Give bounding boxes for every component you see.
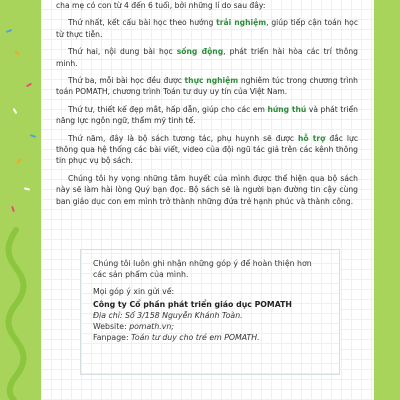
paragraph-3: Thứ ba, mỗi bài học đều được thực nghiệm nghiêm túc trong chương trình toán POMATH, chương trình Toán tư duy uy tín của Việt Nam. — [56, 76, 358, 97]
paragraph-1: Thứ nhất, kết cấu bài học theo hướng trải nghiệm, giúp tiếp cận toán học từ thực tiễn. — [56, 18, 358, 39]
fanpage-line: Fanpage: Toán tư duy cho trẻ em POMATH. — [93, 333, 260, 342]
website-line: Website: pomath.vn; — [93, 322, 174, 331]
intro-line: cha mẹ có con từ 4 đến 6 tuổi, bởi những lí do sau đây: — [56, 1, 266, 10]
address-line: Địa chỉ: Số 3/158 Nguyễn Khánh Toàn. — [93, 311, 243, 320]
paragraph-4: Thứ tư, thiết kế đẹp mắt, hấp dẫn, giúp cho các em hứng thú và phát triển năng lực ngôn ngữ, thẩm mỹ tinh tế. — [56, 104, 358, 126]
preface-text — [56, 0, 358, 213]
feedback-line: Mọi góp ý xin gửi về: — [93, 287, 175, 296]
paragraph-5: Thứ năm, đây là bộ sách tương tác, phụ huynh sẽ được hỗ trợ đắc lực thông qua hệ thống các bài viết, video của đội ngũ tác giả trên các kênh thông tin phục vụ bộ sách. — [56, 133, 358, 166]
paragraph-6: Chúng tôi hy vọng những tâm huyết của mình được thể hiện qua bộ sách này sẽ làm hài lòng Quý bạn đọc. Bộ sách sẽ là người bạn đường tin cậy cùng ban giáo dục con em mình trở thành những đứa trẻ hạnh phúc và thành công. — [56, 173, 358, 206]
website-link[interactable]: pomath.vn; — [129, 322, 174, 331]
contact-box — [80, 249, 340, 375]
contact-note: Chúng tôi luôn ghi nhận những góp ý để hoàn thiện hơn các sản phẩm của mình. — [93, 259, 312, 279]
paragraph-2: Thứ hai, nội dung bài học sống động, phát triển hài hòa các trí thông minh. — [56, 47, 358, 68]
fanpage-link[interactable]: Toán tư duy cho trẻ em POMATH. — [131, 333, 260, 342]
company-name: Công ty Cổ phần phát triển giáo dục POMATH — [93, 300, 292, 309]
